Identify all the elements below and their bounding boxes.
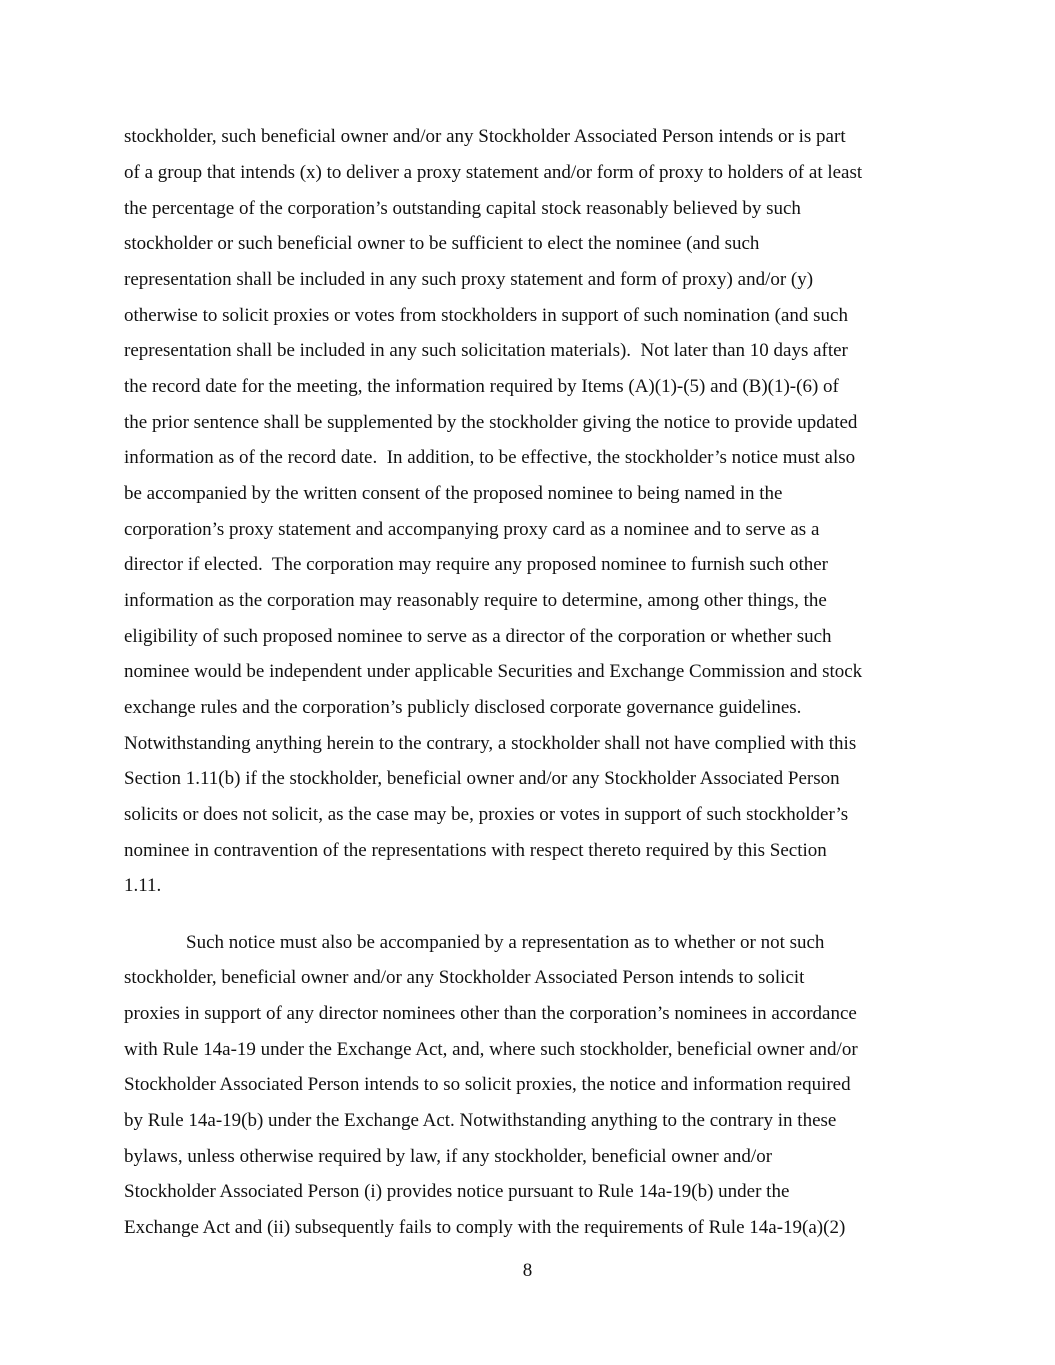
paragraph-1-line: stockholder or such beneficial owner to be sufficient to elect the nominee (and such — [124, 233, 760, 254]
paragraph-2-line: Stockholder Associated Person intends to so solicit proxies, the notice and information required — [124, 1074, 851, 1095]
paragraph-1-line: information as of the record date. In addition, to be effective, the stockholder’s notice must also — [124, 447, 856, 468]
paragraph-1-line: the prior sentence shall be supplemented by the stockholder giving the notice to provide updated — [124, 412, 858, 433]
paragraph-2-line: bylaws, unless otherwise required by law, if any stockholder, beneficial owner and/or — [124, 1146, 773, 1167]
paragraph-2-line: Such notice must also be accompanied by a representation as to whether or not such — [186, 932, 825, 953]
paragraph-1-line: 1.11. — [124, 875, 162, 896]
paragraph-1-line: the record date for the meeting, the information required by Items (A)(1)-(5) and (B)(1)-(6) of — [124, 376, 839, 397]
paragraph-1-line: representation shall be included in any such solicitation materials). Not later than 10 days after — [124, 340, 848, 361]
paragraph-2-line: proxies in support of any director nominees other than the corporation’s nominees in accordance — [124, 1003, 857, 1024]
paragraph-1-line: solicits or does not solicit, as the case may be, proxies or votes in support of such stockholder’s — [124, 804, 849, 825]
paragraph-1-line: director if elected. The corporation may require any proposed nominee to furnish such other — [124, 554, 828, 575]
paragraph-2-line: with Rule 14a-19 under the Exchange Act, and, where such stockholder, beneficial owner and/or — [124, 1039, 858, 1060]
paragraph-1-line: exchange rules and the corporation’s publicly disclosed corporate governance guidelines. — [124, 697, 802, 718]
paragraph-1-line: Notwithstanding anything herein to the contrary, a stockholder shall not have complied with this — [124, 733, 857, 754]
paragraph-1-line: corporation’s proxy statement and accompanying proxy card as a nominee and to serve as a — [124, 519, 820, 540]
paragraph-2-line: stockholder, beneficial owner and/or any Stockholder Associated Person intends to solicit — [124, 967, 805, 988]
paragraph-1-line: nominee in contravention of the representations with respect thereto required by this Section — [124, 840, 827, 861]
paragraph-1-line: the percentage of the corporation’s outstanding capital stock reasonably believed by such — [124, 198, 801, 219]
paragraph-2-line: Exchange Act and (ii) subsequently fails to comply with the requirements of Rule 14a-19(a)(2) — [124, 1217, 846, 1238]
paragraph-2-line: Stockholder Associated Person (i) provides notice pursuant to Rule 14a-19(b) under the — [124, 1181, 790, 1202]
paragraph-1-line: representation shall be included in any such proxy statement and form of proxy) and/or (y) — [124, 269, 814, 290]
paragraph-1-line: be accompanied by the written consent of the proposed nominee to being named in the — [124, 483, 783, 504]
paragraph-1-line: Section 1.11(b) if the stockholder, beneficial owner and/or any Stockholder Associated Person — [124, 768, 840, 789]
paragraph-1-line: nominee would be independent under applicable Securities and Exchange Commission and stock — [124, 661, 863, 682]
paragraph-1-line: of a group that intends (x) to deliver a proxy statement and/or form of proxy to holders of at least — [124, 162, 863, 183]
paragraph-1-line: otherwise to solicit proxies or votes from stockholders in support of such nomination (and such — [124, 305, 848, 326]
paragraph-1-line: eligibility of such proposed nominee to serve as a director of the corporation or whether such — [124, 626, 832, 647]
paragraph-1-line: stockholder, such beneficial owner and/or any Stockholder Associated Person intends or is part — [124, 126, 846, 147]
paragraph-2-line: by Rule 14a-19(b) under the Exchange Act. Notwithstanding anything to the contrary in these — [124, 1110, 837, 1131]
page-number: 8 — [522, 1260, 533, 1281]
paragraph-1-line: information as the corporation may reasonably require to determine, among other things, the — [124, 590, 827, 611]
